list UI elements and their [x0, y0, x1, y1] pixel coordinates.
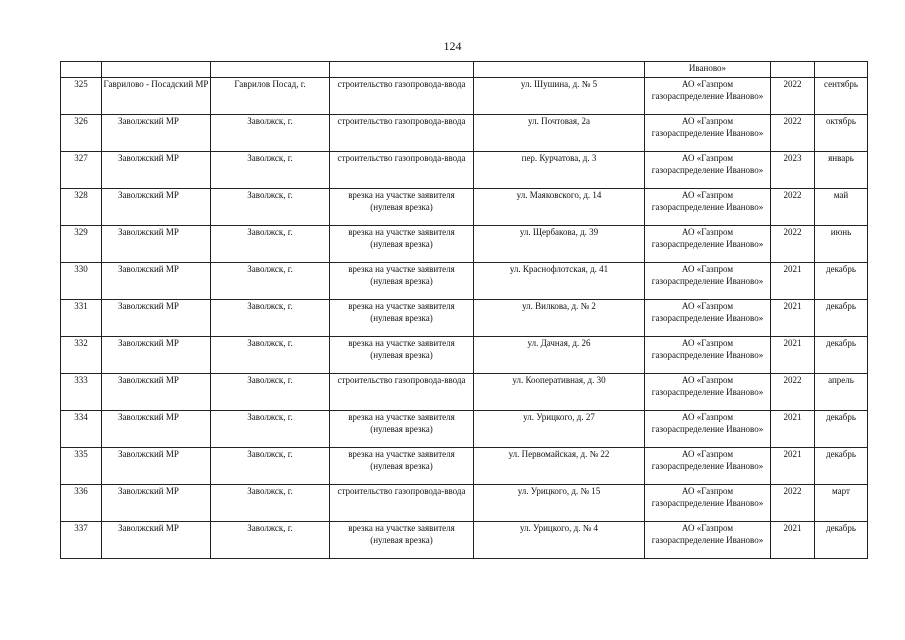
- cell-num: 331: [61, 300, 102, 337]
- cell-month: май: [815, 189, 868, 226]
- cell-month: март: [815, 485, 868, 522]
- cell-work: врезка на участке заявителя (нулевая врезка): [330, 189, 474, 226]
- table-body: [61, 62, 868, 559]
- cell-work: строительство газопровода-ввода: [330, 115, 474, 152]
- cell-district: Заволжский МР: [102, 448, 211, 485]
- cell-year: 2021: [771, 300, 815, 337]
- cell-num: 330: [61, 263, 102, 300]
- cell-year: 2021: [771, 522, 815, 559]
- cell-district: Заволжский МР: [102, 374, 211, 411]
- cell-year: 2022: [771, 78, 815, 115]
- cell-district: Заволжский МР: [102, 115, 211, 152]
- cell-month: декабрь: [815, 263, 868, 300]
- cell-org: АО «Газпром газораспределение Иваново»: [645, 300, 771, 337]
- cell-district: Заволжский МР: [102, 189, 211, 226]
- cell-work: врезка на участке заявителя (нулевая врезка): [330, 411, 474, 448]
- cell-address: пер. Курчатова, д. 3: [474, 152, 645, 189]
- table-row: [61, 374, 868, 411]
- cell-address: ул. Урицкого, д. 27: [474, 411, 645, 448]
- cell-work: врезка на участке заявителя (нулевая врезка): [330, 263, 474, 300]
- cell-address: ул. Щербакова, д. 39: [474, 226, 645, 263]
- table-row: [61, 448, 868, 485]
- cell-district: Заволжский МР: [102, 337, 211, 374]
- cell-num: 326: [61, 115, 102, 152]
- cell-num: 329: [61, 226, 102, 263]
- cell-num: 333: [61, 374, 102, 411]
- table-row: [61, 115, 868, 152]
- cell-work: строительство газопровода-ввода: [330, 152, 474, 189]
- cell-locality: Заволжск, г.: [211, 448, 330, 485]
- cell-num: 327: [61, 152, 102, 189]
- cell-work: строительство газопровода-ввода: [330, 485, 474, 522]
- cell-org: АО «Газпром газораспределение Иваново»: [645, 522, 771, 559]
- cell-year: 2023: [771, 152, 815, 189]
- table-row: [61, 226, 868, 263]
- cell-locality: Заволжск, г.: [211, 374, 330, 411]
- cell-work: врезка на участке заявителя (нулевая врезка): [330, 337, 474, 374]
- cell-district: [102, 62, 211, 78]
- cell-year: 2021: [771, 411, 815, 448]
- cell-district: Заволжский МР: [102, 226, 211, 263]
- cell-org: АО «Газпром газораспределение Иваново»: [645, 485, 771, 522]
- cell-locality: Заволжск, г.: [211, 300, 330, 337]
- cell-district: Гаврилово - Посадский МР: [102, 78, 211, 115]
- table-row: [61, 522, 868, 559]
- cell-address: ул. Вилкова, д. № 2: [474, 300, 645, 337]
- cell-year: 2022: [771, 374, 815, 411]
- cell-num: 336: [61, 485, 102, 522]
- cell-work: строительство газопровода-ввода: [330, 374, 474, 411]
- cell-work: врезка на участке заявителя (нулевая врезка): [330, 226, 474, 263]
- cell-month: декабрь: [815, 448, 868, 485]
- cell-locality: Заволжск, г.: [211, 226, 330, 263]
- table-row: [61, 411, 868, 448]
- cell-address: ул. Маяковского, д. 14: [474, 189, 645, 226]
- cell-num: 335: [61, 448, 102, 485]
- cell-year: 2022: [771, 189, 815, 226]
- page-number: 124: [443, 39, 462, 53]
- cell-org: АО «Газпром газораспределение Иваново»: [645, 448, 771, 485]
- cell-work: врезка на участке заявителя (нулевая врезка): [330, 522, 474, 559]
- cell-address: ул. Урицкого, д. № 15: [474, 485, 645, 522]
- cell-address: ул. Шушина, д. № 5: [474, 78, 645, 115]
- table-row: [61, 78, 868, 115]
- cell-locality: Заволжск, г.: [211, 152, 330, 189]
- cell-locality: [211, 62, 330, 78]
- cell-address: ул. Краснофлотская, д. 41: [474, 263, 645, 300]
- cell-work: врезка на участке заявителя (нулевая врезка): [330, 300, 474, 337]
- cell-num: 328: [61, 189, 102, 226]
- cell-address: ул. Дачная, д. 26: [474, 337, 645, 374]
- cell-year: 2021: [771, 448, 815, 485]
- cell-month: сентябрь: [815, 78, 868, 115]
- table-row: [61, 337, 868, 374]
- cell-year: 2022: [771, 485, 815, 522]
- cell-num: 334: [61, 411, 102, 448]
- cell-district: Заволжский МР: [102, 485, 211, 522]
- cell-month: декабрь: [815, 411, 868, 448]
- cell-month: июнь: [815, 226, 868, 263]
- cell-work: врезка на участке заявителя (нулевая врезка): [330, 448, 474, 485]
- cell-month: [815, 62, 868, 78]
- cell-month: октябрь: [815, 115, 868, 152]
- continuation-row: [61, 62, 868, 78]
- cell-org: АО «Газпром газораспределение Иваново»: [645, 337, 771, 374]
- cell-org: Иваново»: [645, 62, 771, 78]
- cell-org: АО «Газпром газораспределение Иваново»: [645, 152, 771, 189]
- cell-district: Заволжский МР: [102, 263, 211, 300]
- cell-address: ул. Почтовая, 2а: [474, 115, 645, 152]
- cell-locality: Гаврилов Посад, г.: [211, 78, 330, 115]
- cell-org: АО «Газпром газораспределение Иваново»: [645, 263, 771, 300]
- cell-locality: Заволжск, г.: [211, 337, 330, 374]
- cell-work: [330, 62, 474, 78]
- table-row: [61, 263, 868, 300]
- cell-locality: Заволжск, г.: [211, 485, 330, 522]
- cell-year: 2021: [771, 337, 815, 374]
- cell-district: Заволжский МР: [102, 152, 211, 189]
- cell-district: Заволжский МР: [102, 300, 211, 337]
- cell-org: АО «Газпром газораспределение Иваново»: [645, 411, 771, 448]
- cell-num: 325: [61, 78, 102, 115]
- table-row: [61, 152, 868, 189]
- cell-address: ул. Кооперативная, д. 30: [474, 374, 645, 411]
- cell-num: 337: [61, 522, 102, 559]
- cell-org: АО «Газпром газораспределение Иваново»: [645, 374, 771, 411]
- cell-address: ул. Первомайская, д. № 22: [474, 448, 645, 485]
- cell-locality: Заволжск, г.: [211, 263, 330, 300]
- gasification-table: [60, 61, 868, 559]
- cell-num: 332: [61, 337, 102, 374]
- cell-locality: Заволжск, г.: [211, 522, 330, 559]
- cell-locality: Заволжск, г.: [211, 189, 330, 226]
- cell-org: АО «Газпром газораспределение Иваново»: [645, 115, 771, 152]
- cell-address: ул. Урицкого, д. № 4: [474, 522, 645, 559]
- cell-month: декабрь: [815, 300, 868, 337]
- table-row: [61, 189, 868, 226]
- cell-year: 2021: [771, 263, 815, 300]
- cell-org: АО «Газпром газораспределение Иваново»: [645, 78, 771, 115]
- cell-num: [61, 62, 102, 78]
- cell-org: АО «Газпром газораспределение Иваново»: [645, 226, 771, 263]
- cell-month: декабрь: [815, 522, 868, 559]
- cell-locality: Заволжск, г.: [211, 411, 330, 448]
- cell-year: 2022: [771, 226, 815, 263]
- cell-month: январь: [815, 152, 868, 189]
- cell-year: [771, 62, 815, 78]
- cell-locality: Заволжск, г.: [211, 115, 330, 152]
- cell-address: [474, 62, 645, 78]
- table-row: [61, 485, 868, 522]
- table-row: [61, 300, 868, 337]
- cell-district: Заволжский МР: [102, 411, 211, 448]
- cell-district: Заволжский МР: [102, 522, 211, 559]
- cell-year: 2022: [771, 115, 815, 152]
- cell-month: декабрь: [815, 337, 868, 374]
- cell-month: апрель: [815, 374, 868, 411]
- cell-org: АО «Газпром газораспределение Иваново»: [645, 189, 771, 226]
- cell-work: строительство газопровода-ввода: [330, 78, 474, 115]
